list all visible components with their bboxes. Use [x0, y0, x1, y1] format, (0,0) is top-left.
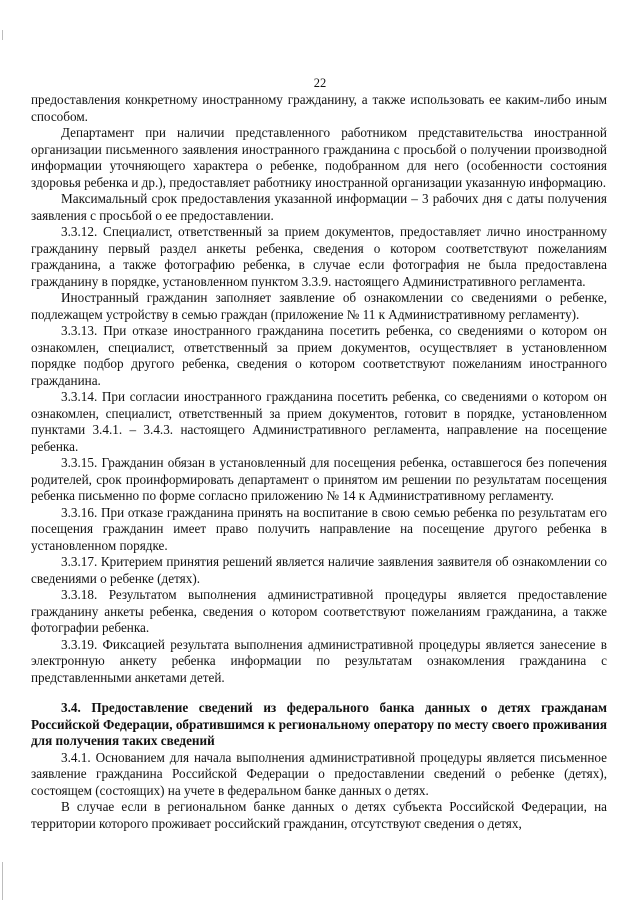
paragraph: Департамент при наличии представленного работником представительства иностранной организации письменного заявления иностранного гражданина с просьбой о получении производной информации уточняющего характера о ребенке, подобранном для него (особенности состояния здоровья ребенка и др.), предоставляет работнику иностранной организации указанную информацию. — [31, 125, 607, 190]
paragraph: 3.3.18. Результатом выполнения административной процедуры является предоставление гражданину анкеты ребенка, сведения о котором соответствуют пожеланиям гражданина, а также фотографии ребенка. — [31, 587, 607, 635]
section-heading: 3.4. Предоставление сведений из федерального банка данных о детях гражданам Российской Федерации, обратившимся к региональному оператору по месту своего проживания для получения таких сведений — [31, 700, 607, 748]
paragraph: 3.3.17. Критерием принятия решений является наличие заявления заявителя об ознакомлении со сведениями о ребенке (детях). — [31, 554, 607, 586]
page-number: 22 — [313, 76, 327, 90]
paragraph: 3.3.16. При отказе гражданина принять на воспитание в свою семью ребенка по результатам его посещения гражданин имеет право получить направление на посещение другого ребенка в установленном порядке. — [31, 504, 607, 553]
document-body — [31, 92, 607, 832]
paragraph: 3.3.12. Специалист, ответственный за прием документов, предоставляет лично иностранному гражданину первый раздел анкеты ребенка, сведения о котором соответствуют пожеланиям гражданина, а также фотографию ребенка, в случае если фотография не была предоставлена гражданину в порядке, установленном пунктом 3.3.9. настоящего Административного регламента. — [31, 224, 607, 289]
paragraph: 3.3.15. Гражданин обязан в установленный для посещения ребенка, оставшегося без попечения родителей, срок проинформировать департамент о принятом им решении по результатам посещения ребенка письменно по форме согласно приложению № 14 к Административному регламенту. — [31, 455, 607, 503]
paragraph: 3.3.19. Фиксацией результата выполнения административной процедуры является занесение в электронную анкету ребенка информации по результатам ознакомления гражданина с представленными анкетами детей. — [31, 636, 607, 685]
paragraph: 3.3.13. При отказе иностранного гражданина посетить ребенка, со сведениями о котором он ознакомлен, специалист, ответственный за прием документов, осуществляет в установленном порядке подбор другого ребенка, сведения о котором соответствуют пожеланиям иностранного гражданина. — [31, 323, 607, 388]
paragraph: 3.3.14. При согласии иностранного гражданина посетить ребенка, со сведениями о котором он ознакомлен, специалист, ответственный за прием документов, готовит в порядке, установленном пунктами 3.4.1. – 3.4.3. настоящего Административного регламента, направление на посещение ребенка. — [31, 389, 607, 454]
scan-edge-mark — [2, 862, 3, 900]
paragraph: Иностранный гражданин заполняет заявление об ознакомлении со сведениями о ребенке, подлежащем устройству в семью граждан (приложение № 11 к Административному регламенту). — [31, 290, 607, 322]
paragraph: 3.4.1. Основанием для начала выполнения административной процедуры является письменное заявление гражданина Российской Федерации о предоставлении сведений о ребенке (детях), состоящем (состоящих) на учете в федеральном банке данных о детях. — [31, 749, 607, 798]
paragraph: В случае если в региональном банке данных о детях субъекта Российской Федерации, на территории которого проживает российский гражданин, отсутствуют сведения о детях, — [31, 799, 607, 831]
paragraph: Максимальный срок предоставления указанной информации – 3 рабочих дня с даты получения заявления с просьбой о ее предоставлении. — [31, 191, 607, 223]
paragraph: предоставления конкретному иностранному гражданину, а также использовать ее каким-либо иным способом. — [31, 92, 607, 124]
scan-edge-mark — [2, 30, 3, 40]
